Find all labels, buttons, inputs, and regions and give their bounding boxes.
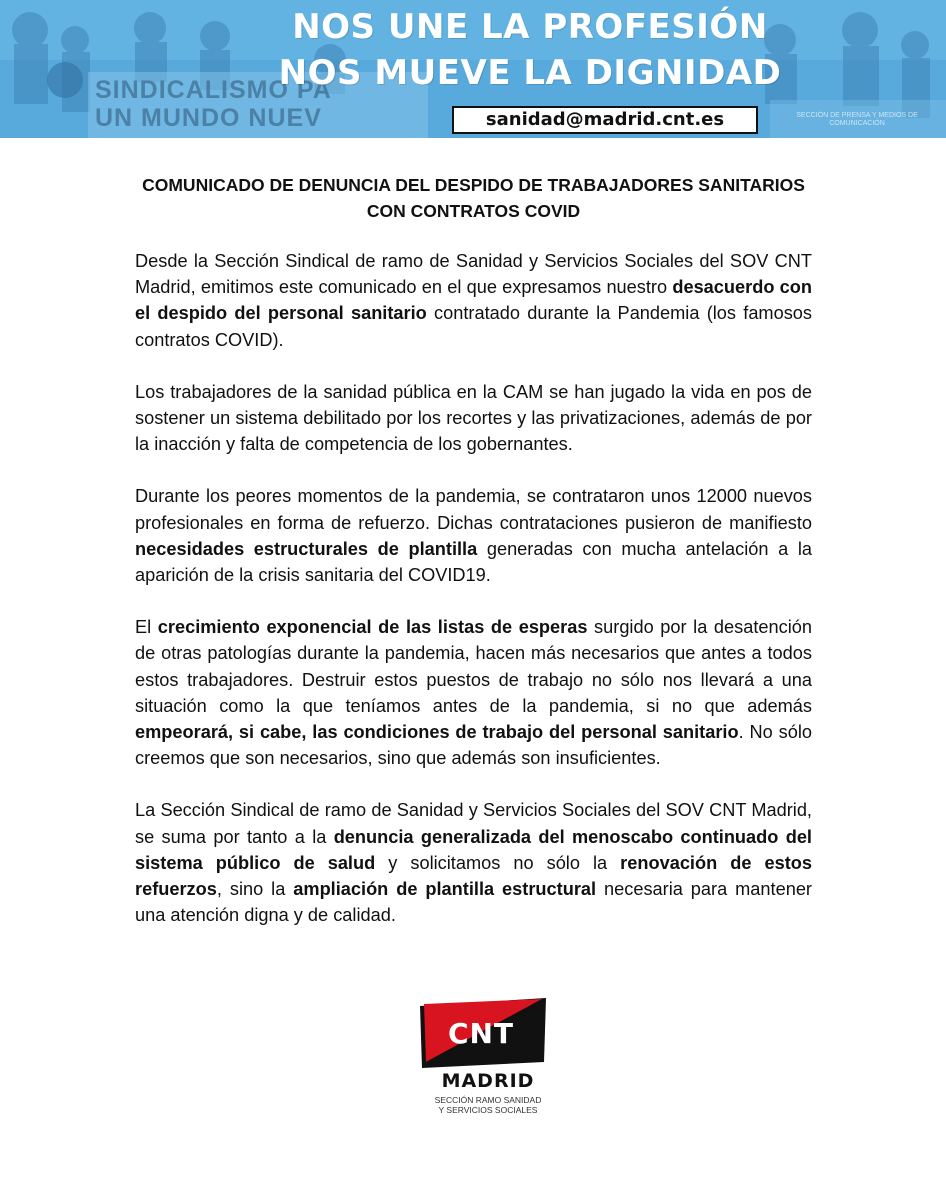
slogan-line-1: NOS UNE LA PROFESIÓN: [292, 7, 768, 47]
bold-text: empeorará, si cabe, las condiciones de trabajo del personal sanitario: [135, 722, 739, 743]
text-run: Durante los peores momentos de la pandemia, se contrataron unos 12000 nuevos profesionales en forma de refuerzo. Dichas contrataciones pusieron de manifiesto: [135, 486, 812, 533]
text-run: y solicitamos no sólo la: [375, 852, 621, 873]
paragraph-list: [135, 248, 812, 928]
paragraph: [135, 797, 812, 928]
contact-email: sanidad@madrid.cnt.es: [452, 106, 758, 134]
text-run: Los trabajadores de la sanidad pública en la CAM se han jugado la vida en pos de sostener un sistema debilitado por los recortes y las privatizaciones, además de por la inacción y falta de competencia de los gobernantes.: [135, 381, 812, 455]
text-run: Desde la Sección Sindical de ramo de Sanidad y Servicios Sociales del SOV CNT Madrid, emitimos este comunicado en el que expresamos nuestro: [135, 251, 812, 298]
logo-subtitle-line-1: SECCIÓN RAMO SANIDAD: [434, 1095, 542, 1105]
text-run: La Sección Sindical de ramo de Sanidad y Servicios Sociales del SOV CNT Madrid, se suma por tanto a la: [135, 800, 812, 847]
text-run: generadas con mucha antelación a la aparición de la crisis sanitaria del COVID19.: [135, 538, 812, 586]
bold-text: renovación de estos refuerzos: [135, 852, 812, 900]
logo-subtitle: [418, 1095, 558, 1115]
slogan-line-2: NOS MUEVE LA DIGNIDAD: [278, 53, 782, 93]
text-run: contratado durante la Pandemia (los famosos contratos COVID).: [135, 303, 812, 350]
bold-text: ampliación de plantilla estructural: [293, 879, 597, 900]
logo-cnt-text: CNT: [447, 1017, 515, 1050]
banner-slogan: [270, 4, 790, 96]
logo-madrid-text: MADRID: [441, 1070, 535, 1092]
paragraph: [135, 483, 812, 588]
bold-text: crecimiento exponencial de las listas de esperas: [157, 617, 588, 638]
paragraph: [135, 248, 812, 353]
header-banner: [0, 0, 946, 138]
cnt-madrid-logo: [418, 996, 568, 1126]
paragraph: [135, 614, 812, 771]
protest-sign-text: SINDICALISMO PA UN MUNDO NUEV: [95, 76, 332, 132]
logo-subtitle-line-2: Y SERVICIOS SOCIALES: [438, 1105, 538, 1115]
paragraph: [135, 379, 812, 458]
text-run: El: [135, 617, 158, 638]
banner-small-caption: SECCIÓN DE PRENSA Y MEDIOS DE COMUNICACIÓN: [796, 112, 918, 127]
text-run: , sino la: [216, 879, 294, 900]
bold-text: necesidades estructurales de plantilla: [135, 538, 478, 559]
text-run: surgido por la desatención de otras patologías durante la pandemia, hacen más necesarios que antes a todos estos trabajadores. Destruir estos puestos de trabajo no sólo nos llevará a una situación como la que teníamos antes de la pandemia, si no que además: [135, 617, 812, 716]
bold-text: denuncia generalizada del menoscabo continuado del sistema público de salud: [135, 826, 812, 873]
text-run: . No sólo creemos que son necesarios, sino que además son insuficientes.: [135, 722, 812, 769]
bold-text: desacuerdo con el despido del personal sanitario: [135, 277, 812, 324]
text-run: necesaria para mantener una atención digna y de calidad.: [135, 879, 812, 926]
document-title: COMUNICADO DE DENUNCIA DEL DESPIDO DE TRABAJADORES SANITARIOS CON CONTRATOS COVID: [142, 175, 805, 221]
document-body: [135, 172, 812, 954]
